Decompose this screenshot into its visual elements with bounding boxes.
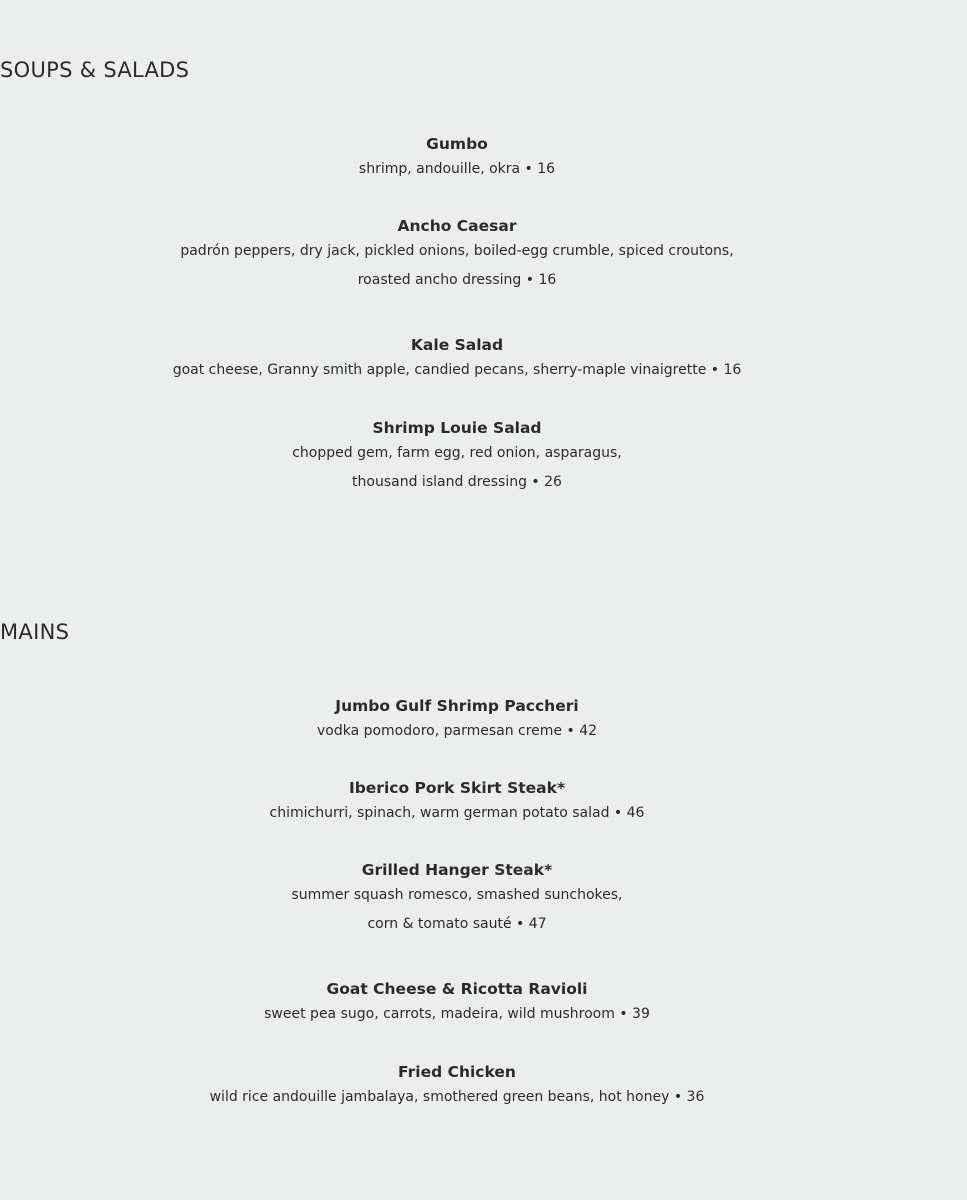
item-description: vodka pomodoro, parmesan creme • 42 <box>316 723 598 739</box>
item-name: Gumbo <box>426 135 488 153</box>
item-name: Jumbo Gulf Shrimp Paccheri <box>335 697 579 715</box>
item-description: padrón peppers, dry jack, pickled onions, boiled-egg crumble, spiced croutons, <box>180 243 734 259</box>
item-description: sweet pea sugo, carrots, madeira, wild mushroom • 39 <box>264 1006 650 1022</box>
item-description: thousand island dressing • 26 <box>352 474 562 490</box>
menu-item-iberico-pork-skirt-steak <box>0 777 914 828</box>
item-description: summer squash romesco, smashed sunchokes, <box>291 887 623 903</box>
menu-item-kale-salad <box>0 334 914 385</box>
menu-item-gumbo <box>0 133 914 184</box>
item-name: Kale Salad <box>410 336 504 354</box>
menu-item-grilled-hanger-steak <box>0 859 914 939</box>
item-name: Grilled Hanger Steak* <box>361 861 553 879</box>
item-name: Iberico Pork Skirt Steak* <box>348 779 566 797</box>
menu-item-goat-cheese-ricotta-ravioli <box>0 978 914 1029</box>
item-name: Fried Chicken <box>398 1063 516 1081</box>
menu-item-jumbo-gulf-shrimp-paccheri <box>0 695 914 746</box>
section-title-soups-salads: SOUPS & SALADS <box>0 58 190 82</box>
menu-item-fried-chicken <box>0 1061 914 1112</box>
menu-item-ancho-caesar <box>0 215 914 295</box>
menu-item-shrimp-louie-salad <box>0 417 914 497</box>
item-description: wild rice andouille jambalaya, smothered green beans, hot honey • 36 <box>209 1089 705 1105</box>
item-description: chimichurri, spinach, warm german potato salad • 46 <box>269 805 645 821</box>
item-description: goat cheese, Granny smith apple, candied pecans, sherry-maple vinaigrette • 16 <box>172 362 742 378</box>
item-description: shrimp, andouille, okra • 16 <box>358 161 556 177</box>
item-name: Shrimp Louie Salad <box>372 419 542 437</box>
item-description: corn & tomato sauté • 47 <box>367 916 547 932</box>
section-title-mains: MAINS <box>0 620 70 644</box>
item-name: Ancho Caesar <box>397 217 517 235</box>
item-description: roasted ancho dressing • 16 <box>357 272 557 288</box>
item-description: chopped gem, farm egg, red onion, asparagus, <box>292 445 622 461</box>
item-name: Goat Cheese & Ricotta Ravioli <box>326 980 588 998</box>
